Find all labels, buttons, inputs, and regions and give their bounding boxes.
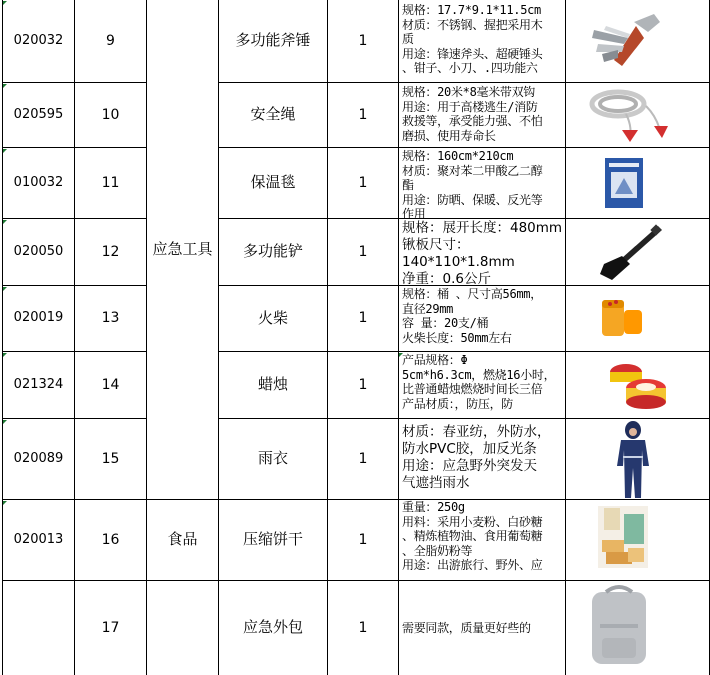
cell-qty[interactable]: 1 xyxy=(358,376,368,393)
cell-code[interactable]: 020089 xyxy=(13,450,64,466)
cell-qty[interactable]: 1 xyxy=(358,243,368,260)
cell-code[interactable]: 020050 xyxy=(13,243,64,259)
cell-seq[interactable]: 12 xyxy=(101,243,120,260)
safety-rope-image xyxy=(586,86,670,144)
cell-name[interactable]: 火柴 xyxy=(257,308,288,327)
cell-code[interactable]: 020595 xyxy=(13,106,64,122)
cell-code[interactable]: 021324 xyxy=(13,376,64,392)
multi-shovel-image xyxy=(596,224,662,282)
cell-name[interactable]: 雨衣 xyxy=(257,449,288,468)
thermal-blanket-image xyxy=(605,158,643,208)
cell-seq[interactable]: 17 xyxy=(101,619,120,636)
raincoat-image xyxy=(615,420,651,498)
compressed-biscuit-image xyxy=(598,506,648,568)
cell-name[interactable]: 保温毯 xyxy=(250,173,296,192)
cell-name[interactable]: 多功能斧锤 xyxy=(235,31,311,50)
cell-qty[interactable]: 1 xyxy=(358,174,368,191)
cell-name[interactable]: 压缩饼干 xyxy=(242,530,303,549)
cell-qty[interactable]: 1 xyxy=(358,619,368,636)
cell-desc[interactable]: 材质：春亚纺，外防水， 防水PVC胶，加反光条 用途：应急野外突发天 气遮挡雨水 xyxy=(402,424,551,491)
cell-qty[interactable]: 1 xyxy=(358,310,368,327)
cell-code[interactable]: 020032 xyxy=(13,32,64,48)
cell-desc[interactable]: 需要同款，质量更好些的 xyxy=(402,621,531,635)
cell-seq[interactable]: 13 xyxy=(101,310,120,327)
group-emergency-tools[interactable]: 应急工具 xyxy=(152,239,213,258)
cell-desc[interactable]: 规格：160cm*210cm 材质：聚对苯二甲酸乙二醇 酯 用途：防晒、保暖、反光等 作用 xyxy=(402,149,543,218)
cell-name[interactable]: 安全绳 xyxy=(250,105,296,124)
cell-name[interactable]: 蜡烛 xyxy=(257,375,288,394)
cell-seq[interactable]: 11 xyxy=(101,174,120,191)
backpack-image xyxy=(588,584,650,666)
cell-seq[interactable]: 14 xyxy=(101,376,120,393)
candle-image xyxy=(606,356,670,412)
cell-code[interactable]: 010032 xyxy=(13,174,64,190)
cell-seq[interactable]: 16 xyxy=(101,531,120,548)
cell-qty[interactable]: 1 xyxy=(358,32,368,49)
cell-seq[interactable]: 10 xyxy=(101,106,120,123)
cell-desc[interactable]: 产品规格：Φ 5cm*h6.3cm，燃烧16小时， 比普通蜡烛燃烧时间长三倍 产品材质：，防压，防 xyxy=(402,353,556,411)
cell-name[interactable]: 应急外包 xyxy=(242,618,303,637)
multi-tool-axe-image xyxy=(588,8,668,74)
cell-code[interactable]: 020013 xyxy=(13,531,64,547)
cell-desc[interactable]: 规格：展开长度：480mm 锹板尺寸： 140*110*1.8mm 净重：0.6公斤 xyxy=(402,220,563,285)
cell-desc[interactable]: 规格：17.7*9.1*11.5cm 材质：不锈钢、握把采用木 质 用途：锋速斧头、超硬锤头 、钳子、小刀、.四功能六 xyxy=(402,3,543,75)
cell-desc[interactable]: 规格：20米*8毫米带双钩 用途：用于高楼逃生/消防 救援等，承受能力强、不怕 磨损、使用寿命长 xyxy=(402,85,543,143)
cell-seq[interactable]: 9 xyxy=(106,32,115,49)
cell-qty[interactable]: 1 xyxy=(358,106,368,123)
matches-image xyxy=(600,294,644,340)
group-food[interactable]: 食品 xyxy=(167,530,198,549)
cell-seq[interactable]: 15 xyxy=(101,450,120,467)
cell-desc[interactable]: 重量：250g 用料：采用小麦粉、白砂糖 、精炼植物油、食用葡萄糖 、全脂奶粉等 用途：出游旅行、野外、应 xyxy=(402,500,543,572)
cell-code[interactable] xyxy=(3,581,74,675)
cell-qty[interactable]: 1 xyxy=(358,450,368,467)
cell-qty[interactable]: 1 xyxy=(358,531,368,548)
cell-code[interactable]: 020019 xyxy=(13,310,64,326)
cell-name[interactable]: 多功能铲 xyxy=(242,242,303,261)
cell-desc[interactable]: 规格：桶 、尺寸高56mm， 直径29mm 容 量：20支/桶 火柴长度：50mm左右 xyxy=(402,287,542,345)
